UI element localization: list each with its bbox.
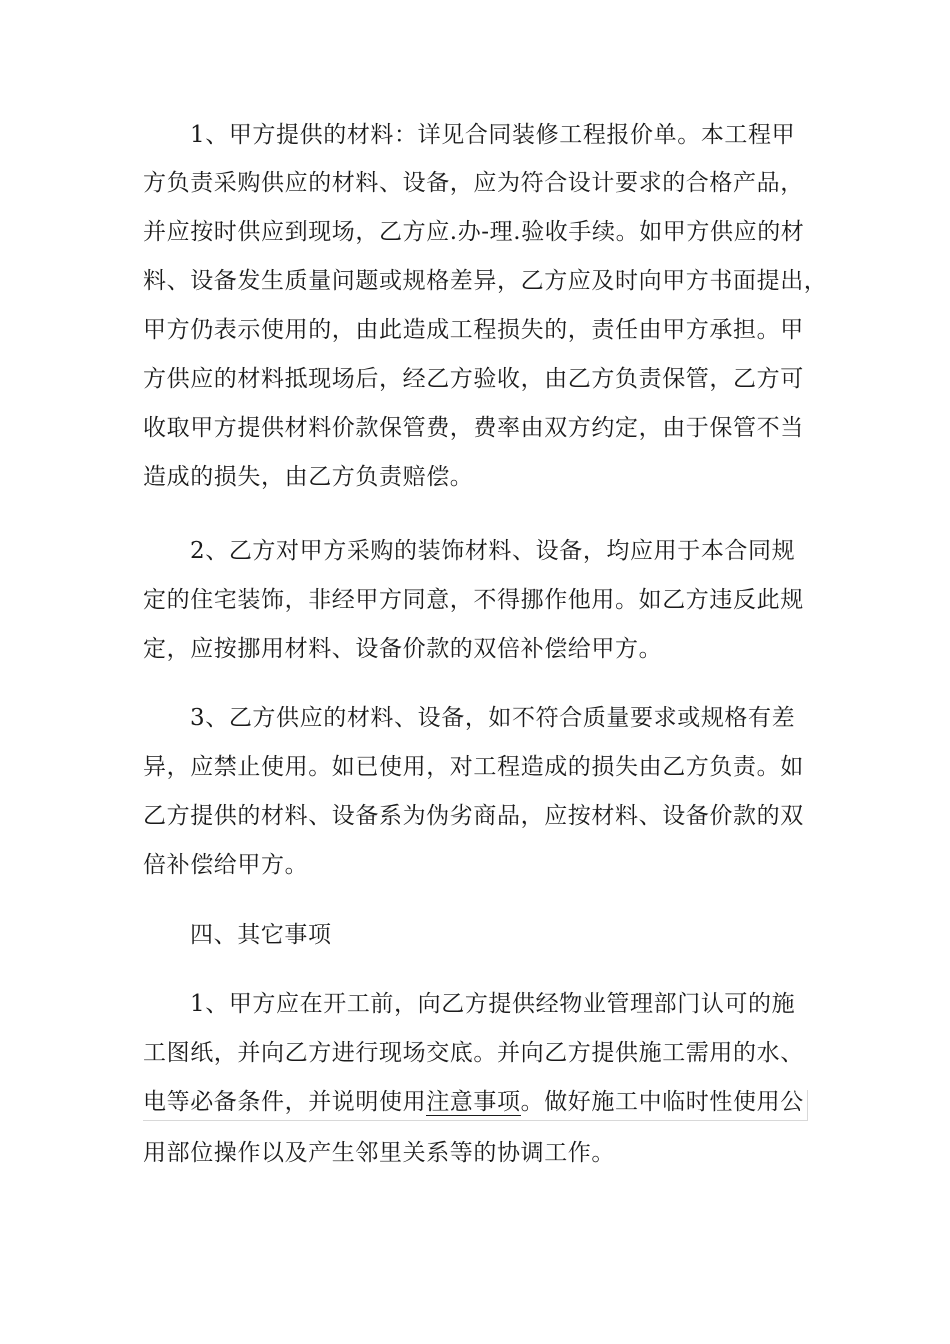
paragraph-4-line-2: 工图纸，并向乙方进行现场交底。并向乙方提供施工需用的水、 [143,1040,804,1066]
paragraph-2-line-1: 2、乙方对甲方采购的装饰材料、设备，均应用于本合同规 [190,538,796,564]
paragraph-1-line-5: 甲方仍表示使用的，由此造成工程损失的，责任由甲方承担。甲 [143,317,804,343]
paragraph-1-line-3: 并应按时供应到现场，乙方应.办-理.验收手续。如甲方供应的材 [143,219,805,245]
paragraph-4-line-4: 用部位操作以及产生邻里关系等的协调工作。 [143,1140,615,1166]
paragraph-1-line-7: 收取甲方提供材料价款保管费，费率由双方约定，由于保管不当 [143,415,804,441]
paragraph-2-line-2: 定的住宅装饰，非经甲方同意，不得挪作他用。如乙方违反此规 [143,587,804,613]
section-heading: 四、其它事项 [190,922,332,948]
paragraph-1-line-1: 1、甲方提供的材料：详见合同装修工程报价单。本工程甲 [190,122,796,148]
notes-link[interactable]: 注意事项 [426,1089,521,1115]
paragraph-2-line-3: 定，应按挪用材料、设备价款的双倍补偿给甲方。 [143,636,663,662]
paragraph-4-line-1: 1、甲方应在开工前，向乙方提供经物业管理部门认可的施 [190,991,796,1017]
paragraph-3-line-1: 3、乙方供应的材料、设备，如不符合质量要求或规格有差 [190,705,796,731]
paragraph-4-line-3-start: 电等必备条件，并说明使用 [143,1089,427,1115]
paragraph-1-line-2: 方负责采购供应的材料、设备，应为符合设计要求的合格产品， [143,170,804,196]
paragraph-3-line-3: 乙方提供的材料、设备系为伪劣商品，应按材料、设备价款的双 [143,803,804,829]
text-box-bottom-border [143,1120,808,1121]
paragraph-4-line-3-end: 。做好施工中临时性使用公 [520,1089,804,1115]
paragraph-3-line-2: 异，应禁止使用。如已使用，对工程造成的损失由乙方负责。如 [143,754,804,780]
paragraph-1-line-6: 方供应的材料抵现场后，经乙方验收，由乙方负责保管，乙方可 [143,366,804,392]
text-box-right-border [807,1090,808,1120]
paragraph-1-line-4: 料、设备发生质量问题或规格差异，乙方应及时向甲方书面提出， [143,268,828,294]
paragraph-1-line-8: 造成的损失，由乙方负责赔偿。 [143,464,474,490]
paragraph-4-line-3 [143,1087,813,1117]
paragraph-3-line-4: 倍补偿给甲方。 [143,852,309,878]
